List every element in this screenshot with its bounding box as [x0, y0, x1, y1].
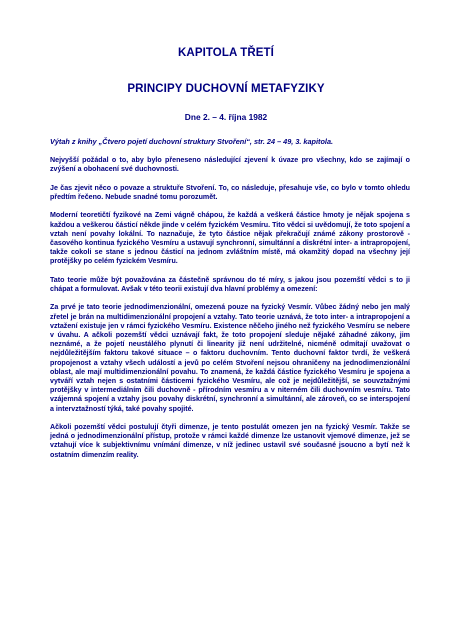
paragraph-4: Tato teorie může být považována za částečně správnou do té míry, s jakou jsou pozemští vědci s to ji chápat a formulovat. Avšak v této teorii existují dva hlavní problémy a omezení: [50, 275, 410, 293]
chapter-title: PRINCIPY DUCHOVNÍ METAFYZIKY [127, 83, 325, 95]
paragraph-1: Nejvyšší požádal o to, aby bylo přeneseno následující zjevení k úvaze pro všechny, kdo se zajímají o zvýšení a obohacení své duchovnosti. [50, 156, 410, 174]
paragraph-3: Moderní teoretičtí fyzikové na Zemi vágně chápou, že každá a veškerá částice hmoty je nějak spojena s každou a veškerou částicí někde jinde v celém fyzickém Vesmíru. Tito vědci si uvědomují, že toto spojení a vztah není povahy lokální. To naznačuje, že tyto částice nějak překračují známé zákony prostorově - časového kontinua fyzického Vesmíru a ustavují synchronní, simultánní a diskrétní inter- a intrapropojení, takže cokoli se stane s jednou částicí na jednom zvláštním místě, má okamžitý dopad na všechny její protějšky po celém fyzickém Vesmíru. [50, 211, 410, 266]
chapter-heading: KAPITOLA TŘETÍ [178, 47, 274, 59]
chapter-date: Dne 2. – 4. října 1982 [184, 112, 268, 122]
paragraph-5: Za prvé je tato teorie jednodimenzionální, omezená pouze na fyzický Vesmír. Vůbec žádný nebo jen malý zřetel je brán na multidimenzionální propojení a vztahy. Tato teorie uznává, že toto inter- a intrapropojení a vztažení existuje jen v rámci fyzického Vesmíru. Existence něčeho jiného než fyzického Vesmíru se nebere v úvahu. A ačkoli pozemští vědci uznávají fakt, že toto propojení sleduje nějaké záhadné zákony, jim neznámé, a že pojetí neustálého plynutí či linearity již není udržitelné, nicméně odmítají uvažovat o nejdůležitějším faktoru takové situace – o faktoru duchovním. Tento duchovní faktor tvrdí, že veškerá propojenost a vztahy všech událostí a jevů po celém Stvoření nejsou ohraničeny na jednodimenzionální oblast, ale mají multidimenzionální povahu. To znamená, že každá částice fyzického Vesmíru je spojena a vytváří vztah nejen s ostatními částicemi fyzického Vesmíru, ale což je nejdůležitější, se souvztažnými protějšky v intermediálním čili duchovně - přírodním vesmíru a v niterném čili duchovním vesmíru. Tato vzájemná spojení a vztahy jsou povahy diskrétní, synchronní a simultánní, ale zároveň, co se interspojení a intervztažností týká, také povahy spojité. [50, 303, 410, 413]
paragraph-2: Je čas zjevit něco o povaze a struktuře Stvoření. To, co následuje, přesahuje vše, co bylo v tomto ohledu předtím řečeno. Nebude snadné tomu porozumět. [50, 183, 410, 201]
source-note: Výtah z knihy „Čtvero pojetí duchovní struktury Stvoření“, str. 24 – 49, 3. kapitola. [50, 137, 334, 146]
paragraph-6: Ačkoli pozemští vědci postulují čtyři dimenze, je tento postulát omezen jen na fyzický Vesmír. Takže se jedná o jednodimenzionální přístup, protože v rámci každé dimenze lze ustanovit vjemové dimenze, jež se vztahují více k subjektivnímu vnímání dimenze, v níž jedinec ustavil své současné jsoucno a bytí než k ostatním dimenzím reality. [50, 423, 410, 459]
document-body [50, 137, 410, 469]
